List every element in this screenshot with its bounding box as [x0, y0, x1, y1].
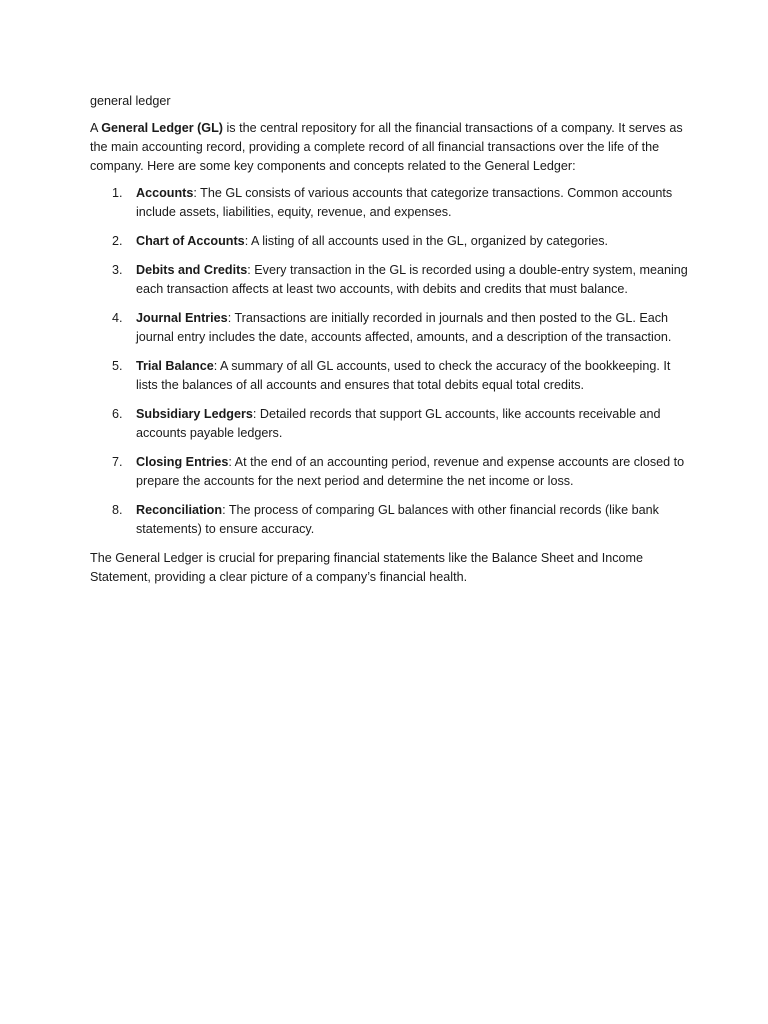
list-item-text: : A summary of all GL accounts, used to check the accuracy of the bookkeeping. It lists the balances of all accounts and ensures that total debits equal total credits.: [136, 359, 671, 392]
list-item-text: : At the end of an accounting period, revenue and expense accounts are closed to prepare the accounts for the next period and determine the net income or loss.: [136, 455, 685, 488]
list-item: [90, 309, 690, 347]
list-item: [90, 501, 690, 539]
list-item-number: 1.: [112, 186, 123, 200]
list-item-number: 8.: [112, 503, 123, 517]
list-item-term: Chart of Accounts: [136, 234, 245, 248]
list-item-text: : The process of comparing GL balances with other financial records (like bank statements) to ensure accuracy.: [136, 503, 659, 536]
list-item-text: : A listing of all accounts used in the GL, organized by categories.: [244, 234, 609, 248]
components-list: [90, 184, 690, 539]
list-item-term: Accounts: [136, 186, 194, 200]
list-item: [90, 184, 690, 222]
list-item: [90, 357, 690, 395]
document-title: general ledger: [90, 94, 171, 108]
intro-text: is the central repository for all the financial transactions of a company. It serves as the main accounting record, providing a complete record of all financial transactions over the life of the company. Here are some key components and concepts related to the General Ledger:: [90, 121, 683, 173]
list-item: [90, 232, 690, 251]
list-item-number: 4.: [112, 311, 123, 325]
list-item-text: : Transactions are initially recorded in journals and then posted to the GL. Each journal entry includes the date, accounts affected, amounts, and a description of the transaction.: [136, 311, 672, 344]
intro-term: General Ledger (GL): [101, 121, 223, 135]
list-item-term: Debits and Credits: [136, 263, 248, 277]
list-item-number: 7.: [112, 455, 123, 469]
list-item-number: 6.: [112, 407, 123, 421]
list-item-text: : The GL consists of various accounts that categorize transactions. Common accounts include assets, liabilities, equity, revenue, and expenses.: [136, 186, 673, 219]
intro-prefix: A: [90, 121, 102, 135]
list-item-number: 2.: [112, 234, 123, 248]
list-item-term: Subsidiary Ledgers: [136, 407, 253, 421]
list-item-term: Reconciliation: [136, 503, 223, 517]
list-item-text: : Every transaction in the GL is recorded using a double-entry system, meaning each transaction affects at least two accounts, with debits and credits that must balance.: [136, 263, 688, 296]
list-item-text: : Detailed records that support GL accounts, like accounts receivable and accounts payable ledgers.: [136, 407, 661, 440]
intro-paragraph: [90, 119, 690, 176]
closing-paragraph: The General Ledger is crucial for preparing financial statements like the Balance Sheet and Income Statement, providing a clear picture of a company’s financial health.: [90, 551, 644, 584]
list-item: [90, 405, 690, 443]
list-item-number: 3.: [112, 263, 123, 277]
list-item-term: Journal Entries: [136, 311, 228, 325]
list-item-term: Closing Entries: [136, 455, 229, 469]
list-item: [90, 261, 690, 299]
document-page: [90, 92, 690, 587]
list-item: [90, 453, 690, 491]
list-item-term: Trial Balance: [136, 359, 214, 373]
list-item-number: 5.: [112, 359, 123, 373]
